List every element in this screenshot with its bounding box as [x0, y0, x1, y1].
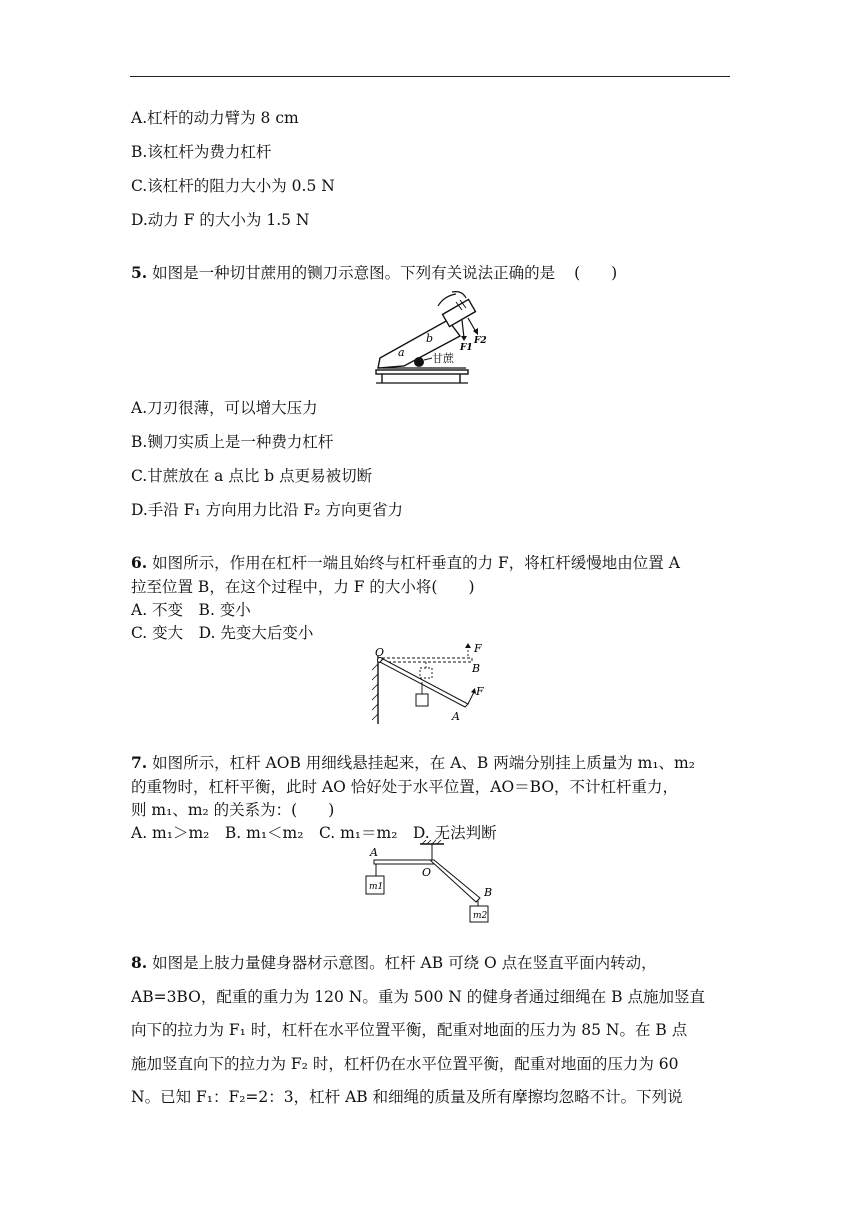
q7-label-o: O — [422, 866, 432, 879]
q5-label-f1: F1 — [460, 343, 473, 353]
q7-stem-line3: 则 m₁、m₂ 的关系为：( ) — [131, 801, 335, 819]
q8-line2: AB=3BO，配重的重力为 120 N。重为 500 N 的健身者通过细绳在 B 点施加竖直 — [131, 988, 705, 1006]
q7-options: A. m₁＞m₂ B. m₁＜m₂ C. m₁＝m₂ D. 无法判断 — [131, 824, 497, 842]
q5-answer-paren: ( ) — [574, 264, 618, 282]
q5-label-f2: F2 — [474, 336, 487, 346]
q5-stem-text: 如图是一种切甘蔗用的铡刀示意图。下列有关说法正确的是 — [152, 264, 556, 282]
q5-stem — [131, 261, 617, 283]
q5-figure-chopper — [372, 290, 492, 386]
q8-text: 如图是上肢力量健身器材示意图。杠杆 AB 可绕 O 点在竖直平面内转动， — [152, 954, 657, 972]
q6-label-a: A — [452, 710, 460, 723]
q5-option-c: C.甘蔗放在 a 点比 b 点更易被切断 — [131, 467, 373, 485]
q8-line4: 施加竖直向下的拉力为 F₂ 时，杠杆仍在水平位置平衡，配重对地面的压力为 60 — [131, 1055, 679, 1073]
q7-stem-line1 — [131, 751, 695, 773]
q6-stem-line2: 拉至位置 B，在这个过程中，力 F 的大小将( ) — [131, 578, 475, 596]
q6-figure-lever — [368, 640, 492, 726]
q7-number: 7. — [131, 753, 148, 772]
q6-label-f-top: F — [474, 642, 482, 655]
q6-label-b: B — [472, 662, 481, 675]
q8-line1 — [131, 951, 657, 973]
q5-option-b: B.铡刀实质上是一种费力杠杆 — [131, 433, 334, 451]
q5-option-d: D.手沿 F₁ 方向用力比沿 F₂ 方向更省力 — [131, 501, 403, 519]
sugarcane-icon — [414, 357, 424, 367]
q7-stem-text: 如图所示，杠杆 AOB 用细线悬挂起来，在 A、B 两端分别挂上质量为 m₁、m₂ — [152, 754, 695, 772]
q6-options-line1: A. 不变 B. 变小 — [131, 601, 251, 619]
q8-number: 8. — [131, 953, 148, 972]
q6-label-o: O — [375, 646, 385, 659]
q5-label-b: b — [426, 332, 434, 345]
q5-option-a: A.刀刃很薄，可以增大压力 — [131, 399, 318, 417]
header-rule — [130, 76, 730, 77]
q6-stem-line1 — [131, 551, 680, 573]
q7-label-a: A — [370, 846, 378, 859]
q6-number: 6. — [131, 553, 148, 572]
q6-options-line2: C. 变大 D. 先变大后变小 — [131, 624, 314, 642]
q4-option-b: B.该杠杆为费力杠杆 — [131, 143, 272, 161]
q7-stem-line2: 的重物时，杠杆平衡，此时 AO 恰好处于水平位置，AO＝BO，不计杠杆重力， — [131, 778, 679, 796]
q6-stem-text: 如图所示，作用在杠杆一端且始终与杠杆垂直的力 F，将杠杆缓慢地由位置 A — [152, 554, 680, 572]
q5-number: 5. — [131, 263, 148, 282]
q7-label-m2: m2 — [473, 911, 488, 921]
q8-line5: N。已知 F₁：F₂=2：3，杠杆 AB 和细绳的质量及所有摩擦均忽略不计。下列说 — [131, 1088, 683, 1106]
q4-option-c: C.该杠杆的阻力大小为 0.5 N — [131, 177, 335, 195]
q8-line3: 向下的拉力为 F₁ 时，杠杆在水平位置平衡，配重对地面的压力为 85 N。在 B 点 — [131, 1021, 688, 1039]
q5-label-a: a — [398, 346, 405, 359]
q7-label-m1: m1 — [369, 882, 384, 892]
q4-option-a: A.杠杆的动力臂为 8 cm — [131, 109, 299, 127]
q5-label-sugarcane: 甘蔗 — [432, 352, 454, 365]
q4-option-d: D.动力 F 的大小为 1.5 N — [131, 211, 310, 229]
q6-label-f-bottom: F — [476, 685, 484, 698]
q7-label-b: B — [484, 886, 493, 899]
q7-figure-lever — [362, 840, 498, 926]
